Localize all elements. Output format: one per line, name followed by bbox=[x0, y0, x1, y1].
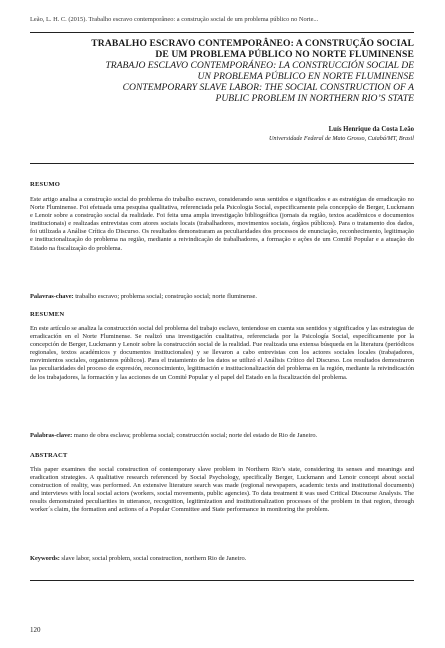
title-english-line2: PUBLIC PROBLEM IN NORTHERN RIO’S STATE bbox=[215, 93, 414, 104]
author-name: Luís Henrique da Costa Leão bbox=[328, 126, 414, 133]
title-spanish-line2: UN PROBLEMA PÚBLICO EN NORTE FLUMINENSE bbox=[197, 71, 414, 82]
abstract-keywords-text: slave labor, social problem, social construction, northern Rio de Janeiro. bbox=[59, 555, 247, 562]
top-rule bbox=[30, 32, 414, 33]
abstract-keywords bbox=[30, 555, 414, 563]
title-spanish-line1: TRABAJO ESCLAVO CONTEMPORÁNEO: LA CONSTRUCCIÓN SOCIAL DE bbox=[105, 60, 414, 71]
resumo-body: Este artigo analisa a construção social do problema do trabalho escravo, considerando seus sentidos e significados e as estratégias de erradicação no Norte Fluminense. Foi efetuada uma pesquisa qualitativa, referenciada pela Psicologia Social, especificamente pela concepção de Berger, Luckmann e Lenoir sobre a construção social da realidade. Foi feita uma ampla investigação bibliográfica (jornais da região, textos acadêmicos e documentos institucionais) e realizadas entrevistas com atores sociais locais (trabalhadores, movimentos sociais, órgãos públicos). Para o tratamento dos dados, foi utilizada a Análise Crítica do Discurso. Os resultados demonstraram as peculiaridades dos processos de enunciação, reconhecimento, legitimação e institucionalização do problema na região, mediante a reivindicação de trabalhadores, a formação e ações de um Comitê Popular e a atuação do Estado na fiscalização do problema. bbox=[30, 196, 414, 252]
resumen-heading: RESUMEN bbox=[30, 311, 65, 318]
title-block bbox=[30, 38, 414, 104]
resumen-body: En este artículo se analiza la construcción social del problema del trabajo esclavo, teniendose en cuenta sus sentidos y significados y las estrategias de erradicación en el Norte Fluminense. Se realizó una investigación cualitativa, referenciada por la Psicología Social, específicamente por la concepción de Berger, Luckmann y Lenoir sobre la construcción social de la realidad. Fue realizada una extensa búsqueda en la literatura (periódicos regionales, textos académicos y documentos institucionales) y se llevaron a cabo entrevistas con los actores sociales locales (trabajadores, movimientos sociales, organismos públicos). Para el tratamiento de los datos se utilizó el Análisis Crítico del Discurso. Los resultados demostraron las peculiaridades del proceso de expresión, reconocimiento, legitimación e institucionalización del problema en la región, mediante la reivindicación de los trabajadores, la formación y las acciones de un Comité Popular y el papel del Estado en la fiscalización del problema. bbox=[30, 325, 414, 381]
title-portuguese-line1: TRABALHO ESCRAVO CONTEMPORÂNEO: A CONSTRUÇÃO SOCIAL bbox=[91, 38, 414, 49]
page-number: 120 bbox=[30, 626, 41, 634]
resumo-keywords bbox=[30, 293, 414, 301]
abstract-body: This paper examines the social construction of contemporary slave problem in Northern Rio’s state, considering its senses and meanings and eradication strategies. A qualitative research referenced by Social Psychology, specifically Berger, Luckmann and Lenoir concept about social construction of reality, was performed. An extensive literature search was made (regional newspapers, academic texts and institutional documents) and interviews with local social actors (workers, social movements, public agencies). To data treatment it was used Critical Discourse Analysis. The results demonstrated peculiarities in utterance, recognition, legitimization and institutionalization processes of the problem in that region, through worker´s claim, the formation and actions of a Popular Committee and State performance in monitoring the problem. bbox=[30, 466, 414, 514]
abstract-heading: ABSTRACT bbox=[30, 452, 68, 459]
header-separator-rule bbox=[30, 163, 414, 164]
resumo-keywords-label: Palavras-chave: bbox=[30, 293, 74, 300]
title-portuguese-line2: DE UM PROBLEMA PÚBLICO NO NORTE FLUMINENSE bbox=[155, 49, 414, 60]
resumen-keywords bbox=[30, 432, 414, 440]
footer-rule bbox=[30, 580, 414, 581]
resumo-heading: RESUMO bbox=[30, 181, 61, 188]
running-head: Leão, L. H. C. (2015). Trabalho escravo contemporâneo: a construção social de um problema público no Norte... bbox=[30, 16, 319, 23]
abstract-keywords-label: Keywords: bbox=[30, 555, 60, 562]
resumo-keywords-text: trabalho escravo; problema social; construção social; norte fluminense. bbox=[73, 293, 257, 300]
author-affiliation: Universidade Federal de Mato Grosso, Cuiabá/MT, Brasil bbox=[268, 135, 414, 142]
title-english-line1: CONTEMPORARY SLAVE LABOR: THE SOCIAL CONSTRUCTION OF A bbox=[122, 82, 414, 93]
resumen-keywords-text: mano de obra esclava; problema social; construcción social; norte del estado de Rio de Janeiro. bbox=[72, 432, 318, 439]
resumen-keywords-label: Palabras-clave: bbox=[30, 432, 73, 439]
